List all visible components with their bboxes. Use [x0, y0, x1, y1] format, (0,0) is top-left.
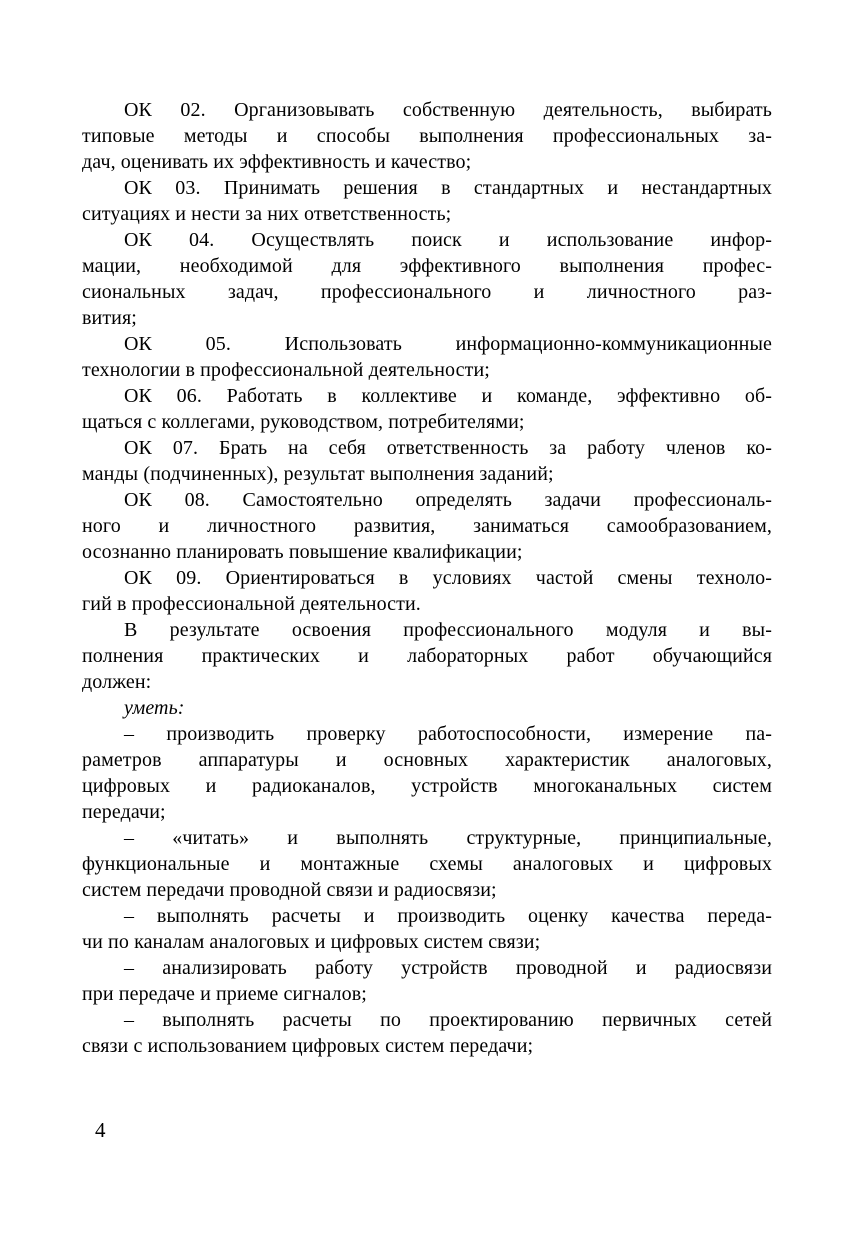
text-line: ного и личностного развития, заниматься самообразованием, — [82, 515, 772, 537]
text-line: ОК 06. Работать в коллективе и команде, эффективно об- — [124, 385, 772, 407]
paragraph — [82, 331, 772, 383]
text-line: ОК 03. Принимать решения в стандартных и нестандартных — [124, 177, 772, 199]
paragraph — [82, 565, 772, 617]
paragraph — [82, 825, 772, 903]
text-line: – анализировать работу устройств проводной и радиосвязи — [124, 957, 772, 979]
paragraph — [82, 487, 772, 565]
text-line: В результате освоения профессионального модуля и вы- — [124, 619, 772, 641]
paragraph — [82, 1007, 772, 1059]
text-line: передачи; — [82, 801, 166, 823]
text-line: мации, необходимой для эффективного выполнения профес- — [82, 255, 772, 277]
text-line: технологии в профессиональной деятельности; — [82, 359, 490, 381]
text-line: – выполнять расчеты по проектированию первичных сетей — [124, 1009, 772, 1031]
text-line: щаться с коллегами, руководством, потребителями; — [82, 411, 525, 433]
paragraph — [82, 435, 772, 487]
text-line: должен: — [82, 671, 152, 693]
text-line: связи с использованием цифровых систем передачи; — [82, 1035, 534, 1057]
text-line: – производить проверку работоспособности, измерение па- — [124, 723, 772, 745]
text-line: осознанно планировать повышение квалификации; — [82, 541, 523, 563]
text-line: полнения практических и лабораторных работ обучающийся — [82, 645, 772, 667]
text-line: чи по каналам аналоговых и цифровых систем связи; — [82, 931, 541, 953]
text-line: ОК 02. Организовывать собственную деятельность, выбирать — [124, 99, 772, 121]
page-number: 4 — [95, 1118, 106, 1142]
text-line: систем передачи проводной связи и радиосвязи; — [82, 879, 497, 901]
text-line: раметров аппаратуры и основных характеристик аналоговых, — [82, 749, 772, 771]
text-line: типовые методы и способы выполнения профессиональных за- — [82, 125, 772, 147]
text-line: цифровых и радиоканалов, устройств многоканальных систем — [82, 775, 772, 797]
text-line: ОК 04. Осуществлять поиск и использование инфор- — [124, 229, 772, 251]
text-line: дач, оценивать их эффективность и качество; — [82, 151, 472, 173]
paragraph — [82, 383, 772, 435]
text-line: ситуациях и нести за них ответственность; — [82, 203, 452, 225]
paragraph — [82, 721, 772, 825]
paragraph — [82, 227, 772, 331]
text-line: ОК 07. Брать на себя ответственность за работу членов ко- — [124, 437, 772, 459]
text-line: – выполнять расчеты и производить оценку качества переда- — [124, 905, 772, 927]
paragraph — [82, 617, 772, 695]
text-line: гий в профессиональной деятельности. — [82, 593, 421, 615]
text-line: ОК 09. Ориентироваться в условиях частой смены техноло- — [124, 567, 772, 589]
text-line: манды (подчиненных), результат выполнения заданий; — [82, 463, 554, 485]
text-line: ОК 05. Использовать информационно-коммуникационные — [124, 333, 772, 355]
text-line: вития; — [82, 307, 137, 329]
text-line: сиональных задач, профессионального и личностного раз- — [82, 281, 772, 303]
paragraph — [82, 175, 772, 227]
text-block — [82, 97, 772, 1059]
paragraph — [82, 695, 772, 721]
text-line: – «читать» и выполнять структурные, принципиальные, — [124, 827, 772, 849]
text-line: функциональные и монтажные схемы аналоговых и цифровых — [82, 853, 772, 875]
paragraph — [82, 955, 772, 1007]
paragraph — [82, 903, 772, 955]
text-line: ОК 08. Самостоятельно определять задачи профессиональ- — [124, 489, 772, 511]
paragraph — [82, 97, 772, 175]
text-line: уметь: — [124, 697, 185, 719]
text-line: при передаче и приеме сигналов; — [82, 983, 367, 1005]
